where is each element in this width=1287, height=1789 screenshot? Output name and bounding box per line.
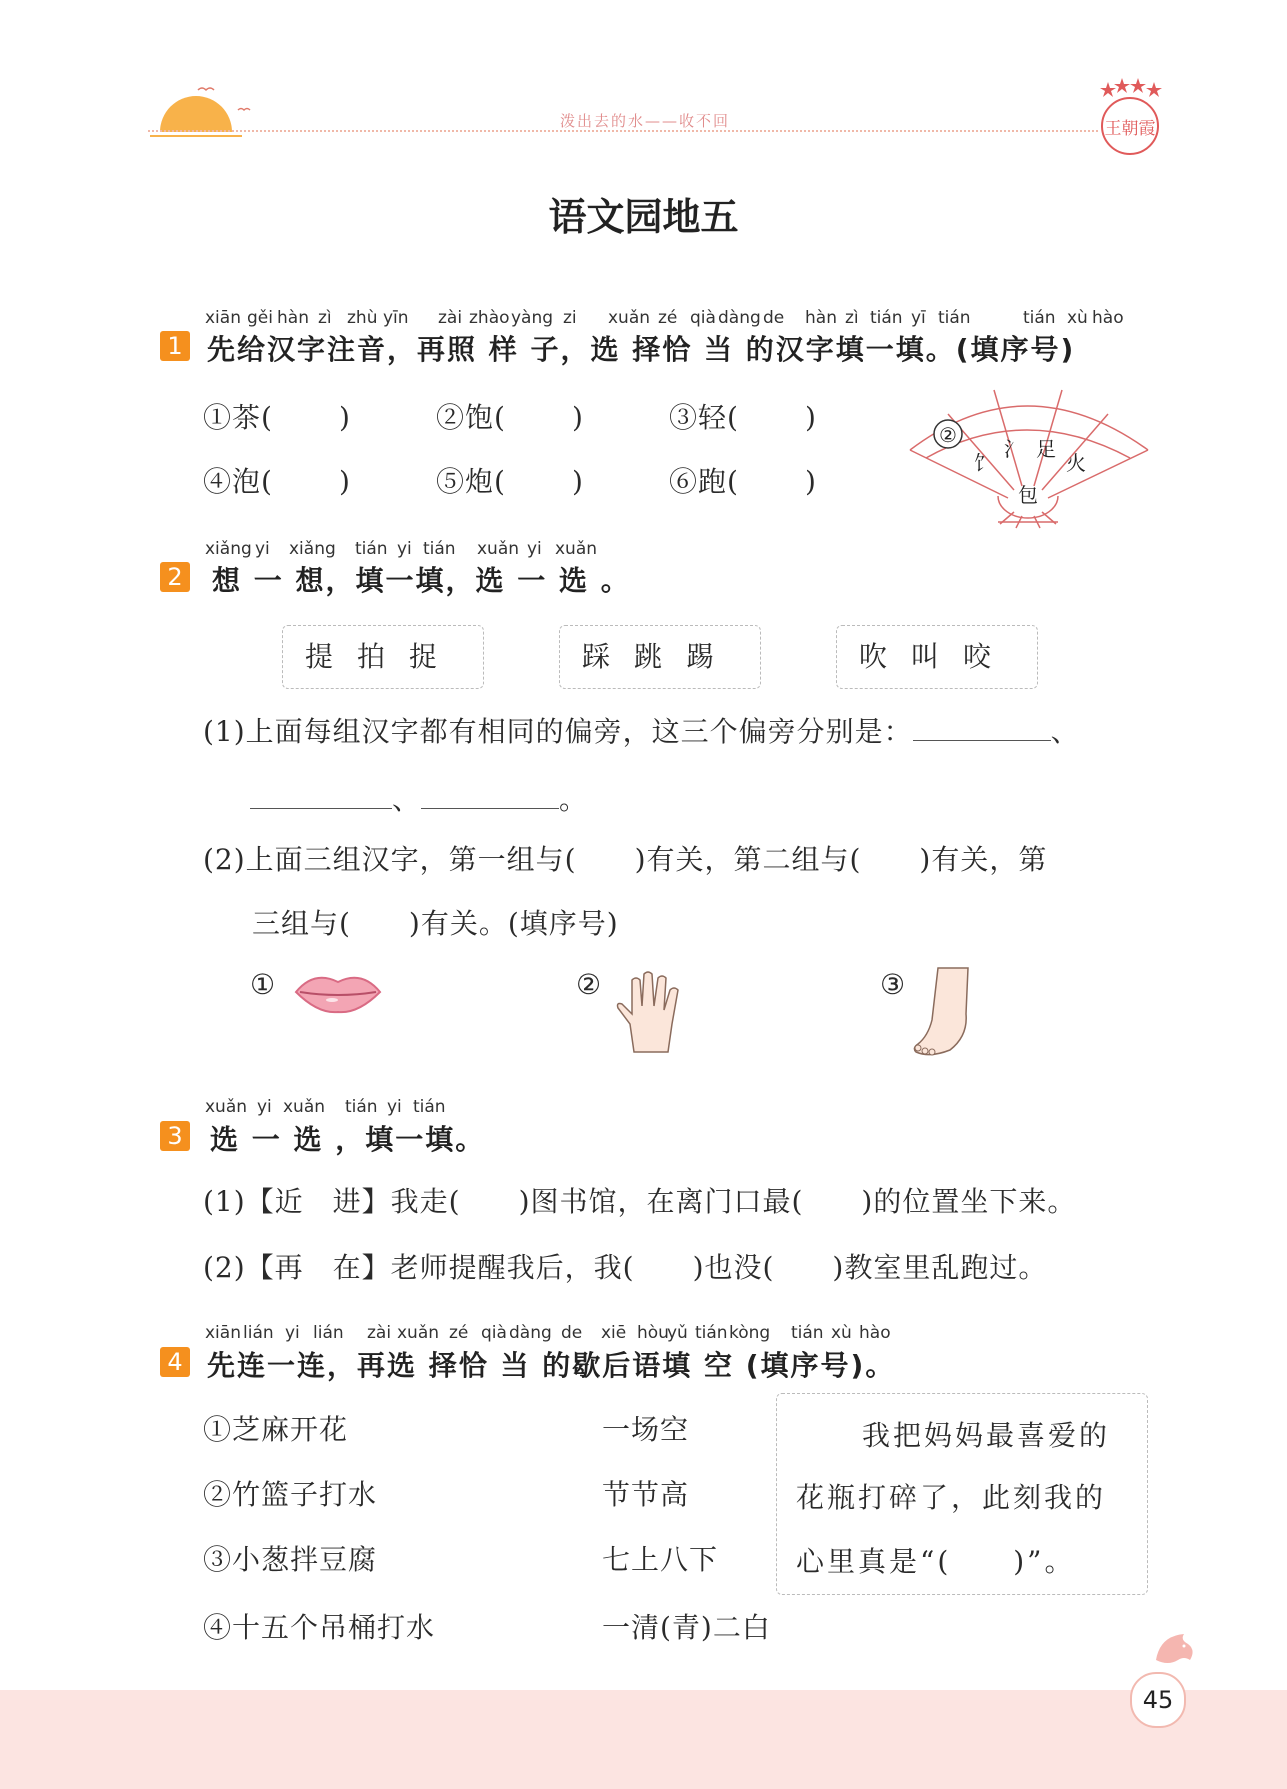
pinyin: tián	[938, 308, 971, 328]
q1-item-3[interactable]: ③轻( )	[669, 401, 817, 434]
q3-line1: (1)【近 进】我走( )图书馆，在离门口最( )的位置坐下来。	[203, 1185, 1077, 1218]
pinyin: tián	[1023, 308, 1056, 328]
pinyin: yǔ	[667, 1323, 688, 1343]
fan-radical: 氵	[1004, 437, 1024, 461]
pinyin: zhù	[347, 308, 378, 328]
pinyin: gěi	[247, 308, 273, 328]
pinyin: xù	[831, 1323, 852, 1343]
saying-second-half[interactable]: 节节高	[602, 1478, 690, 1511]
pinyin: hàn	[805, 308, 837, 328]
q3-line2: (2)【再 在】老师提醒我后，我( )也没( )教室里乱跑过。	[203, 1251, 1048, 1284]
pinyin: yi	[387, 1097, 402, 1117]
saying-second-half[interactable]: 一清(青)二白	[602, 1611, 771, 1644]
pinyin: zài	[367, 1323, 392, 1343]
q4-instruction: 先连一连，再选 择恰 当 的歇后语填 空 (填序号)。	[207, 1349, 896, 1382]
q2-part1: (1)上面每组汉字都有相同的偏旁，这三个偏旁分别是： 、	[203, 715, 1080, 748]
pinyin: tián	[355, 539, 388, 559]
pinyin: xiān	[205, 308, 241, 328]
pinyin: lián	[313, 1323, 344, 1343]
question-number-badge: 3	[160, 1121, 190, 1151]
page-title: 语文园地五	[548, 195, 739, 239]
pinyin: xuǎn	[555, 539, 598, 559]
question-number-badge: 2	[160, 562, 190, 592]
lips-icon	[292, 968, 384, 1016]
pinyin: tián	[695, 1323, 728, 1343]
char-group-box-2: 踩跳踢	[559, 625, 761, 689]
pinyin: qià	[690, 308, 716, 328]
pinyin: yīn	[383, 308, 409, 328]
fan-radical: 饣	[974, 451, 994, 475]
pinyin: yi	[397, 539, 412, 559]
q2-part1-continued: 、 。	[250, 778, 588, 818]
q1-item-4[interactable]: ④泡( )	[203, 465, 351, 498]
pinyin: tián	[423, 539, 456, 559]
pinyin: xuǎn	[477, 539, 520, 559]
option-label-3: ③	[880, 968, 907, 1001]
char-group-box-3: 吹叫咬	[836, 625, 1038, 689]
pinyin: hòu	[637, 1323, 669, 1343]
author-stamp-text: 王朝霞	[1104, 119, 1156, 139]
q3-pinyin-row	[205, 1097, 505, 1119]
saying-first-half[interactable]: ③小葱拌豆腐	[203, 1543, 378, 1576]
pinyin: qià	[481, 1323, 507, 1343]
pinyin: xiān	[205, 1323, 241, 1343]
pinyin: lián	[243, 1323, 274, 1343]
saying-second-half[interactable]: 一场空	[602, 1413, 690, 1446]
note-line: 花瓶打碎了，此刻我的	[796, 1481, 1107, 1514]
pinyin: yàng	[511, 308, 554, 328]
pinyin: zài	[438, 308, 463, 328]
footer-band	[0, 1690, 1287, 1789]
pinyin: xuǎn	[608, 308, 651, 328]
q2-pinyin-row	[205, 539, 705, 561]
q1-item-2[interactable]: ②饱( )	[436, 401, 584, 434]
author-stamp-icon	[1090, 76, 1170, 166]
pinyin: xiǎng	[289, 539, 336, 559]
saying-first-half[interactable]: ②竹篮子打水	[203, 1478, 378, 1511]
fan-center-char: 包	[1018, 483, 1038, 507]
q2-part2-line1: (2)上面三组汉字，第一组与( )有关，第二组与( )有关，第	[203, 843, 1048, 876]
foot-icon	[910, 966, 980, 1058]
saying-second-half[interactable]: 七上八下	[602, 1543, 719, 1576]
pinyin: xiǎng	[205, 539, 252, 559]
question-number-badge: 1	[160, 331, 190, 361]
dolphin-icon	[1150, 1626, 1200, 1676]
q1-pinyin-row	[205, 308, 1165, 330]
fan-example-mark: ②	[939, 423, 957, 447]
saying-first-half[interactable]: ④十五个吊桶打水	[203, 1611, 436, 1644]
header-motto: 泼出去的水——收不回	[560, 112, 731, 130]
char-group-box-1: 提拍捉	[282, 625, 484, 689]
pinyin: de	[561, 1323, 583, 1343]
q1-item-1[interactable]: ①茶( )	[203, 401, 351, 434]
q1-item-6[interactable]: ⑥跑( )	[669, 465, 817, 498]
option-label-2: ②	[576, 968, 603, 1001]
pinyin: tián	[413, 1097, 446, 1117]
pinyin: zi	[563, 308, 577, 328]
q2-instruction: 想 一 想，填一填，选 一 选 。	[212, 564, 631, 597]
note-line: 心里真是“( )”。	[796, 1545, 1076, 1578]
question-number-badge: 4	[160, 1347, 190, 1377]
note-line: 我把妈妈最喜爱的	[862, 1419, 1111, 1452]
pinyin: hào	[859, 1323, 891, 1343]
pinyin: xuǎn	[283, 1097, 326, 1117]
pinyin: xuǎn	[397, 1323, 440, 1343]
answer-blank[interactable]	[250, 807, 392, 809]
pinyin: xuǎn	[205, 1097, 248, 1117]
fan-radical: 火	[1066, 451, 1086, 475]
pinyin: yi	[257, 1097, 272, 1117]
q1-item-5[interactable]: ⑤炮( )	[436, 465, 584, 498]
pinyin: xiē	[601, 1323, 627, 1343]
option-label-1: ①	[250, 968, 277, 1001]
pinyin: yi	[255, 539, 270, 559]
pinyin: de	[763, 308, 785, 328]
page-number: 45	[1130, 1672, 1186, 1728]
pinyin: dàng	[509, 1323, 552, 1343]
pinyin: zì	[318, 308, 332, 328]
pinyin: tián	[345, 1097, 378, 1117]
pinyin: hàn	[277, 308, 309, 328]
pinyin: yi	[527, 539, 542, 559]
pinyin: dàng	[718, 308, 761, 328]
q3-instruction: 选 一 选 ，填一填。	[210, 1123, 486, 1156]
answer-blank[interactable]	[421, 807, 559, 809]
hand-icon	[614, 968, 684, 1054]
pinyin: tián	[791, 1323, 824, 1343]
radical-fan-diagram	[906, 372, 1152, 532]
q4-pinyin-row	[205, 1323, 925, 1345]
pinyin: zì	[845, 308, 859, 328]
pinyin: hào	[1092, 308, 1124, 328]
pinyin: yī	[911, 308, 926, 328]
pinyin: tián	[870, 308, 903, 328]
fan-radical: 足	[1036, 437, 1056, 461]
saying-first-half[interactable]: ①芝麻开花	[203, 1413, 349, 1446]
q1-instruction: 先给汉字注音，再照 样 子，选 择恰 当 的汉字填一填。(填序号)	[207, 333, 1076, 366]
q2-part2-line2: 三组与( )有关。(填序号)	[252, 907, 619, 940]
pinyin: xù	[1067, 308, 1088, 328]
pinyin: kòng	[729, 1323, 771, 1343]
pinyin: yi	[285, 1323, 300, 1343]
pinyin: zé	[658, 308, 678, 328]
pinyin: zhào	[469, 308, 510, 328]
answer-blank[interactable]	[913, 739, 1051, 741]
pinyin: zé	[449, 1323, 469, 1343]
